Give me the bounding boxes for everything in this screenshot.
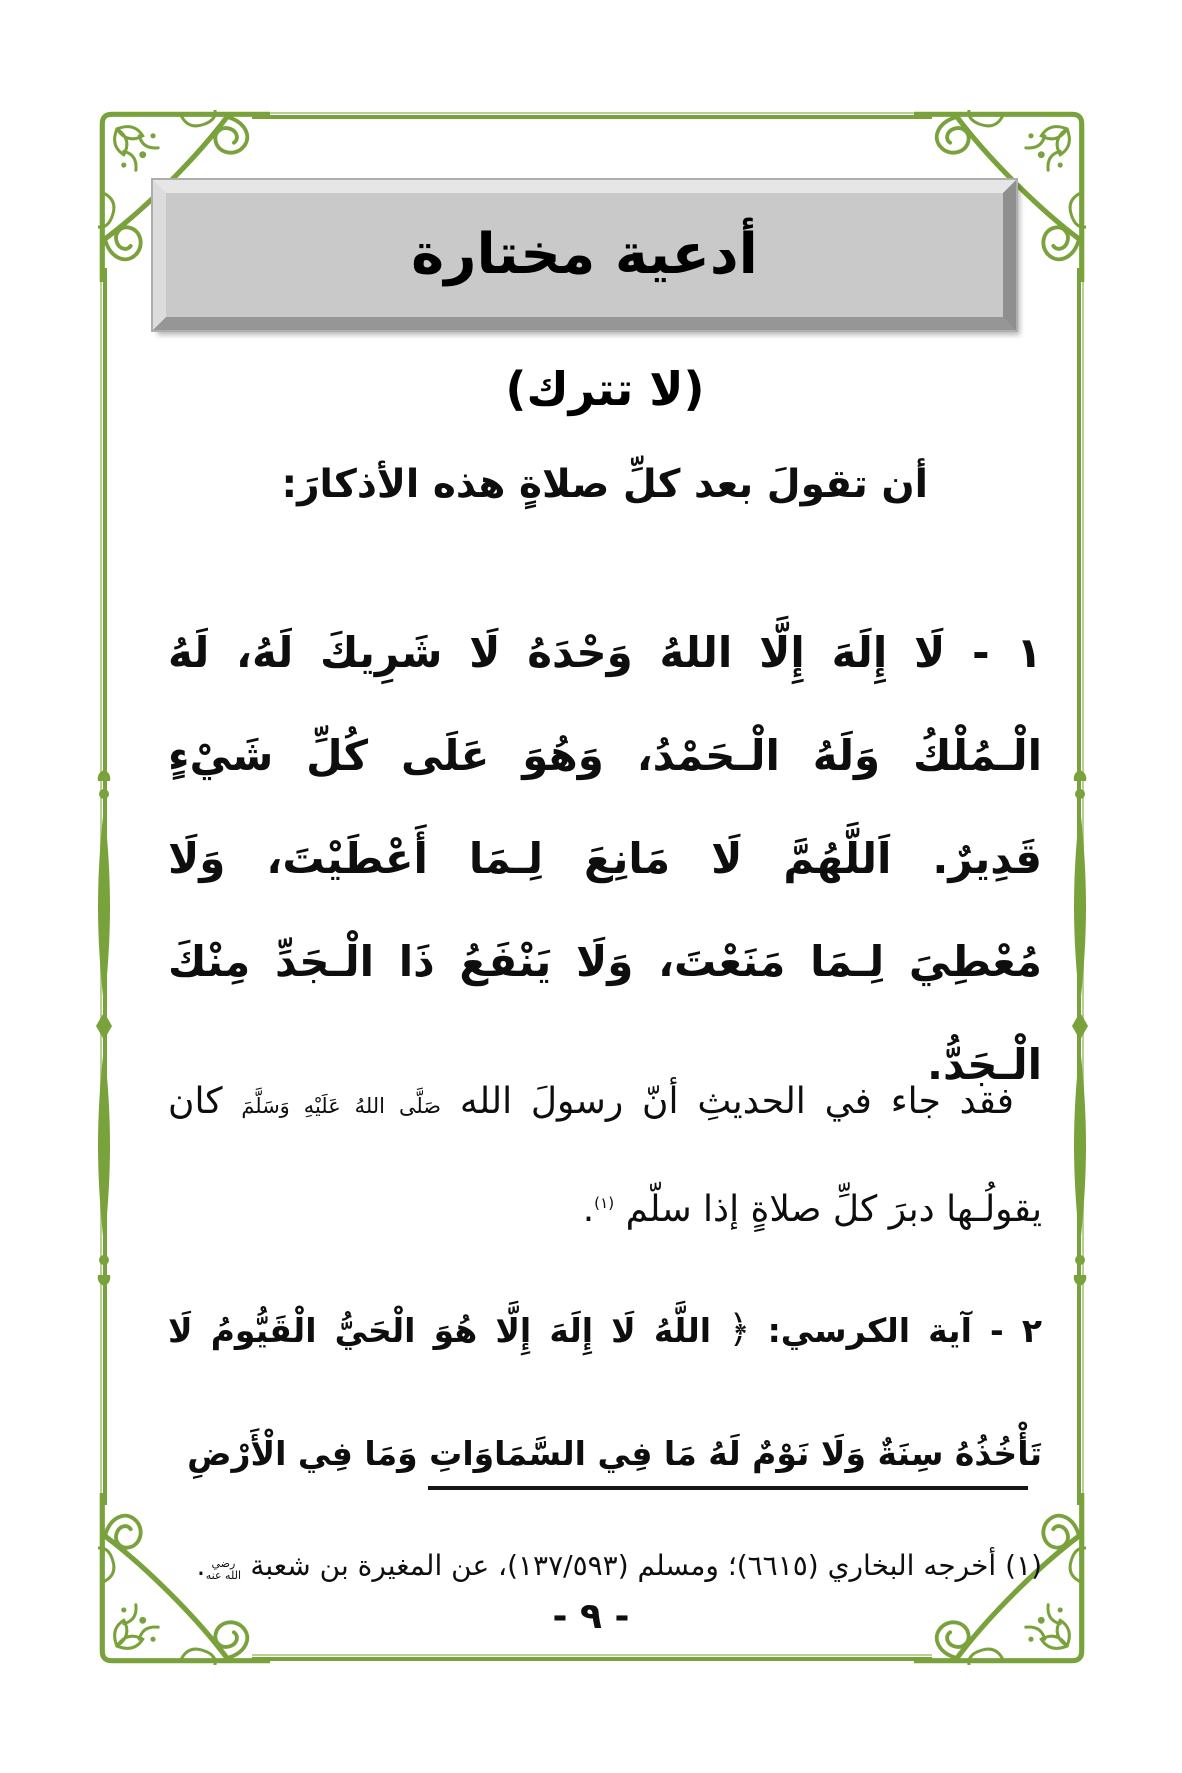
item-number: ١ - <box>972 628 1042 677</box>
side-spindle-right-icon <box>1067 768 1093 1288</box>
frame-bottom-border <box>252 1654 932 1661</box>
hadith-paragraph <box>168 1048 1042 1264</box>
section-heading: (لا تترك) <box>505 362 705 416</box>
salawat-mark: صَلَّى اللهُ عَلَيْهِ وَسَلَّمَ <box>241 1094 442 1118</box>
footnote-reference: (١) <box>594 1194 615 1212</box>
page-title: أدعية مختارة <box>411 222 758 287</box>
ayah-text: اللَّهُ لَا إِلَهَ إِلَّا هُوَ الْحَيُّ الْقَيُّومُ لَا تَأْخُذُهُ سِنَةٌ وَلَا نَوْمٌ لَهُ مَا فِي السَّمَاوَاتِ وَمَا فِي الْأَرْضِ <box>168 1311 1042 1473</box>
side-spindle-left-icon <box>91 768 117 1288</box>
frame-top-border <box>252 112 932 119</box>
footnote-separator <box>428 1486 1028 1490</box>
dhikr-item-1 <box>168 602 1042 1116</box>
ayah-item <box>168 1263 1042 1511</box>
footnote-period: . <box>196 1549 206 1582</box>
hadith-before: فقد جاء في الحديثِ أنّ رسولَ الله <box>459 1081 1015 1122</box>
ayah-label: ٢ - آية الكرسي: <box>767 1311 1042 1350</box>
radi-allahu-anhu-mark: رضي الله عنه <box>205 1557 242 1582</box>
hadith-period: . <box>582 1189 595 1230</box>
title-banner <box>153 180 1016 330</box>
intro-line: أن تقولَ بعد كلِّ صلاةٍ هذه الأذكارَ: <box>281 462 928 507</box>
footnote-body: (١) أخرجه البخاري (٦٦١٥)؛ ومسلم (١٣٧/٥٩٣)، عن المغيرة بن شعبة <box>250 1549 1042 1582</box>
footnote-text <box>162 1544 1042 1589</box>
hadith-after: كان يقولُـها دبرَ كلِّ صلاةٍ إذا سلّم <box>168 1081 1042 1230</box>
dhikr-text: لَا إِلَهَ إِلَّا اللهُ وَحْدَهُ لَا شَرِيكَ لَهُ، لَهُ الْـمُلْكُ وَلَهُ الْـحَمْدُ، وَهُوَ عَلَى كُلِّ شَيْءٍ قَدِيرٌ. اَللَّهُمَّ لَا مَانِعَ لِـمَا أَعْطَيْتَ، وَلَا مُعْطِيَ لِـمَا مَنَعْتَ، وَلَا يَنْفَعُ ذَا الْـجَدِّ مِنْكَ الْـجَدُّ. <box>168 628 1042 1089</box>
quran-open-bracket-icon: ﴿ <box>728 1307 751 1351</box>
page-number: - ٩ - <box>552 1596 630 1637</box>
